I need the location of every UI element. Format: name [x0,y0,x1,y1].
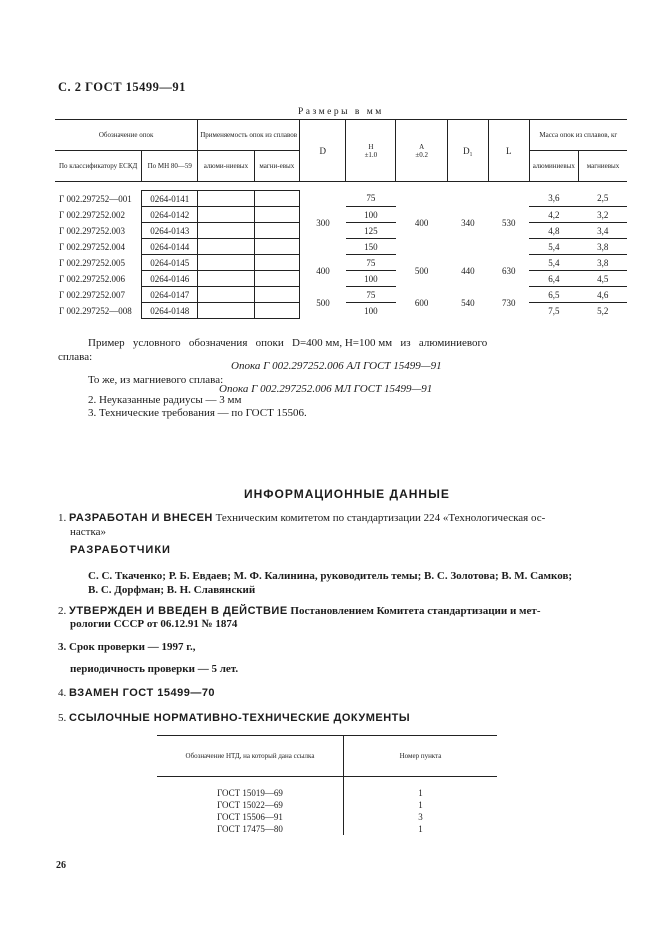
cell-H: 75 [346,191,396,207]
cell-mass-al: 6,5 [529,287,578,303]
cell-eskd: Г 002.297252.002 [59,209,125,220]
cell-mass-mg: 5,2 [597,305,609,316]
dimensions-table [55,119,627,319]
head-H: H ±1.0 [346,120,396,182]
cell-A: 400 [414,217,429,228]
cell-H: 100 [346,271,396,287]
cell-mass-mg: 3,8 [578,255,627,271]
item5-heading: ССЫЛОЧНЫЕ НОРМАТИВНО-ТЕХНИЧЕСКИЕ ДОКУМЕНТЫ [69,712,411,724]
page-prefix: С. 2 [58,80,82,94]
cell-mass-al: 3,6 [529,191,578,207]
cell-eskd: Г 002.297252.007 [59,289,125,300]
table-row [55,191,627,207]
cell-mass-al: 6,4 [529,271,578,287]
developers-line1: С. С. Ткаченко; Р. Б. Евдаев; М. Ф. Калинина, руководитель темы; В. С. Золотова; В. М. Самков; [88,570,573,582]
cell-mass-mg: 4,5 [578,271,627,287]
cell-H: 100 [346,207,396,223]
table-caption: Размеры в мм [298,107,384,117]
standard-id: ГОСТ 15499—91 [85,80,186,94]
cell-eskd: Г 002.297252—008 [59,305,132,316]
cell-mass-al: 4,2 [529,207,578,223]
cell-eskd: Г 002.297252—001 [59,193,132,204]
cell-mass-mg: 4,6 [578,287,627,303]
info-item-3-cont: периодичность проверки — 5 лет. [70,663,239,675]
cell-D: 300 [316,217,330,228]
table-row [55,287,627,303]
cell-mn: 0264-0146 [142,271,198,287]
page-number: 26 [56,860,66,871]
references-table [157,735,497,835]
cell-mass-mg: 3,4 [578,223,627,239]
refs-head-doc: Обозначение НТД, на который дана ссылка [157,736,344,777]
head-mn: По МН 80—59 [142,151,198,182]
cell-D1: 340 [461,217,475,228]
example-line2: сплава: [58,351,93,363]
cell-H: 75 [346,287,396,303]
cell-eskd: Г 002.297252.004 [59,241,125,252]
cell-mn: 0264-0145 [142,255,198,271]
info-item-3: 3. Срок проверки — 1997 г., [58,641,196,653]
info-item-1-cont: настка» [70,526,107,538]
example-line1: Пример условного обозначения опоки D=400 мм, H=100 мм из алюминиевого [88,337,488,349]
cell-L: 630 [501,265,516,276]
page-header [58,80,186,95]
same-magnesium: То же, из магниевого сплава: [88,374,224,386]
cell-mn: 0264-0148 [142,303,198,319]
cell-D: 400 [316,265,330,276]
table-row [55,255,627,271]
cell-H: 150 [346,239,396,255]
cell-H: 75 [346,255,396,271]
cell-mass-al: 5,4 [529,239,578,255]
example-code-mg: Опока Г 002.297252.006 МЛ ГОСТ 15499—91 [219,383,433,395]
info-item-1: 1. РАЗРАБОТАН И ВНЕСЕН Техническим комитетом по стандартизации 224 «Технологическая ос- [58,512,546,524]
cell-D: 500 [316,297,330,308]
item1-heading: РАЗРАБОТАН И ВНЕСЕН [69,512,213,524]
cell-mass-al: 4,8 [529,223,578,239]
head-mass-alum: алюминиевых [529,151,578,182]
cell-eskd: Г 002.297252.003 [59,225,125,236]
example-code: Опока Г 002.297252.006 АЛ ГОСТ 15499—91 [231,360,442,372]
info-item-4: 4. ВЗАМЕН ГОСТ 15499—70 [58,687,216,699]
cell-mass-mg: 3,2 [578,207,627,223]
cell-D1: 440 [461,265,475,276]
cell-mn: 0264-0147 [142,287,198,303]
head-D: D [300,120,346,182]
cell-mn: 0264-0141 [142,191,198,207]
head-eskd: По классификатору ЕСКД [55,151,142,182]
cell-mass-al: 5,4 [529,255,578,271]
head-alum: алюми-ниевых [198,151,254,182]
cell-mn: 0264-0143 [142,223,198,239]
info-item-2: 2. УТВЕРЖДЕН И ВВЕДЕН В ДЕЙСТВИЕ Постановлением Комитета стандартизации и мет- [58,605,541,617]
developers-line2: В. С. Дорфман; В. Н. Славянский [88,584,256,596]
item4-heading: ВЗАМЕН ГОСТ 15499—70 [69,687,216,699]
item2-heading: УТВЕРЖДЕН И ВВЕДЕН В ДЕЙСТВИЕ [69,605,288,617]
head-L: L [488,120,529,182]
cell-eskd: Г 002.297252.005 [59,257,125,268]
cell-L: 530 [501,217,516,228]
cell-mn: 0264-0142 [142,207,198,223]
cell-A: 600 [414,297,429,308]
cell-H: 100 [364,305,378,316]
refs-head-item: Номер пункта [344,736,498,777]
refs-row: ГОСТ 15022—69 1 [157,799,497,811]
cell-mn: 0264-0144 [142,239,198,255]
head-designation: Обозначение опок [55,120,198,151]
cell-H: 125 [346,223,396,239]
refs-row: ГОСТ 15506—91 3 [157,811,497,823]
note-2: 2. Неуказанные радиусы — 3 мм [88,394,242,406]
head-A: A ±0.2 [396,120,448,182]
info-item-2-cont: рологии СССР от 06.12.91 № 1874 [70,618,238,630]
cell-mass-al: 7,5 [548,305,560,316]
cell-D1: 540 [461,297,475,308]
head-magn: магни-евых [254,151,299,182]
info-item-5: 5. ССЫЛОЧНЫЕ НОРМАТИВНО-ТЕХНИЧЕСКИЕ ДОКУМЕНТЫ [58,712,411,724]
cell-mass-mg: 3,8 [578,239,627,255]
head-mass: Масса опок из сплавов, кг [529,120,627,151]
cell-mass-mg: 2,5 [578,191,627,207]
head-applicability: Применяемость опок из сплавов [198,120,300,151]
info-title: ИНФОРМАЦИОННЫЕ ДАННЫЕ [244,487,450,501]
cell-eskd: Г 002.297252.006 [59,273,125,284]
head-mass-magn: магниевых [578,151,627,182]
cell-A: 500 [414,265,429,276]
refs-row: ГОСТ 17475—80 1 [157,823,497,835]
developers-title: РАЗРАБОТЧИКИ [70,544,171,556]
head-D1: D₁ [447,120,488,182]
refs-row: ГОСТ 15019—69 1 [157,787,497,799]
cell-L: 730 [501,297,516,308]
note-3: 3. Технические требования — по ГОСТ 15506. [88,407,307,419]
